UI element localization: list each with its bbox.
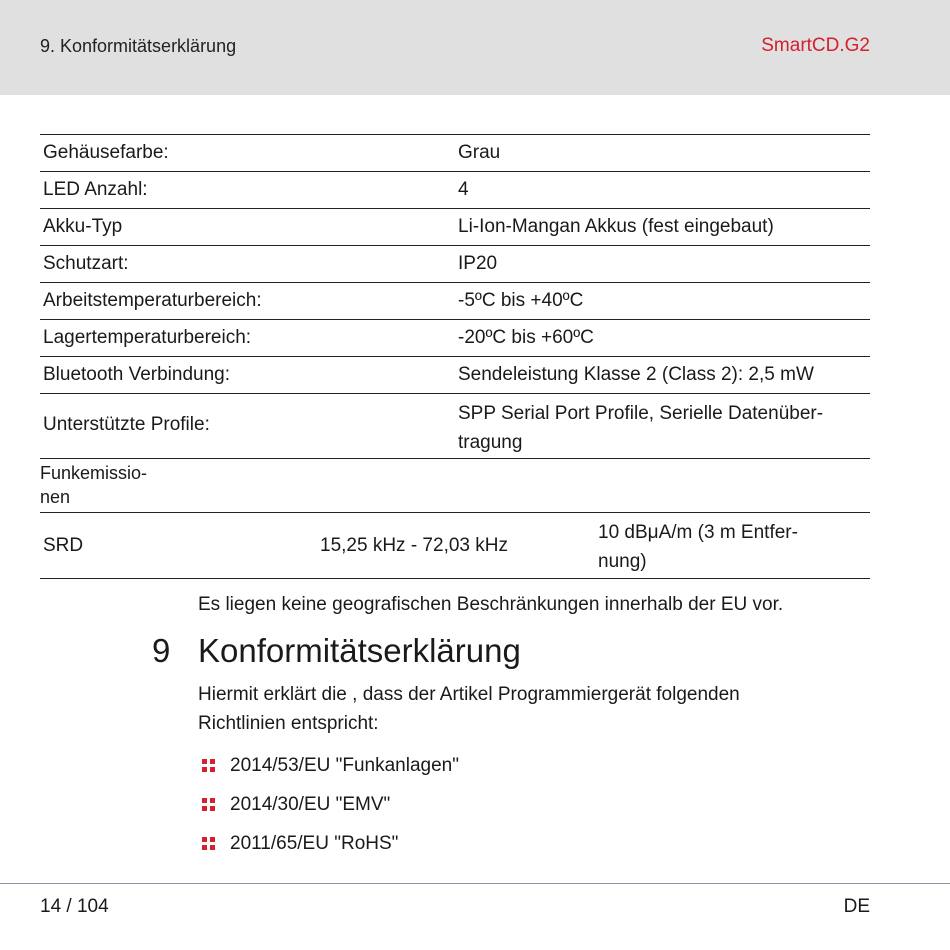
- spec-row: [40, 246, 870, 283]
- product-name: SmartCD.G2: [761, 35, 870, 56]
- spec-value: 4: [458, 179, 469, 200]
- emission-strength-line: nung): [598, 551, 647, 572]
- spec-row: [40, 209, 870, 246]
- section-intro: [198, 680, 838, 738]
- section-title: Konformitätserklärung: [198, 632, 521, 669]
- spec-value: IP20: [458, 253, 498, 274]
- page-number: 14 / 104: [40, 896, 109, 917]
- page-header: [0, 0, 950, 95]
- emissions-row: [40, 513, 870, 579]
- directive-text: 2011/65/EU "RoHS": [230, 832, 399, 854]
- spec-row: [40, 283, 870, 320]
- emissions-heading-line: nen: [40, 487, 71, 507]
- bullet-icon: [202, 759, 215, 772]
- spec-value: Grau: [458, 142, 501, 163]
- geo-note: Es liegen keine geografischen Beschränkungen innerhalb der EU vor.: [198, 594, 784, 615]
- bullet-icon: [202, 798, 215, 811]
- spec-row-profiles: [40, 394, 870, 459]
- spec-key: Akku-Typ: [43, 216, 123, 237]
- spec-value: [458, 399, 868, 457]
- emission-strength-line: 10 dBμA/m (3 m Entfer-: [598, 522, 798, 543]
- spec-key: Lagertemperaturbereich:: [43, 327, 252, 348]
- spec-key: LED Anzahl:: [43, 179, 148, 200]
- spec-row: [40, 172, 870, 209]
- spec-key: Unterstützte Profile:: [43, 414, 210, 435]
- spec-row: [40, 135, 870, 172]
- language-code: DE: [843, 896, 870, 917]
- directive-text: 2014/53/EU "Funkanlagen": [230, 754, 459, 776]
- spec-value-line: SPP Serial Port Profile, Serielle Datenüber-: [458, 403, 824, 424]
- footer-divider: [0, 883, 950, 884]
- directive-text: 2014/30/EU "EMV": [230, 793, 391, 815]
- spec-value-line: tragung: [458, 432, 523, 453]
- spec-value: -20ºC bis +60ºC: [458, 327, 594, 348]
- emissions-heading-row: [40, 459, 870, 513]
- intro-line: Hiermit erklärt die , dass der Artikel Programmiergerät folgenden: [198, 684, 740, 705]
- spec-value: Li-Ion-Mangan Akkus (fest eingebaut): [458, 216, 774, 237]
- chapter-title: 9. Konformitätserklärung: [40, 36, 237, 56]
- emission-frequency: 15,25 kHz - 72,03 kHz: [320, 535, 508, 556]
- emissions-heading: [40, 461, 147, 509]
- bullet-icon: [202, 837, 215, 850]
- spec-table: [40, 134, 870, 579]
- section-heading: [152, 632, 521, 670]
- emissions-heading-line: Funkemissio-: [40, 463, 148, 483]
- spec-key: Bluetooth Verbindung:: [43, 364, 230, 385]
- spec-row: [40, 357, 870, 394]
- spec-value: -5ºC bis +40ºC: [458, 290, 584, 311]
- spec-value: Sendeleistung Klasse 2 (Class 2): 2,5 mW: [458, 364, 814, 385]
- list-item: [202, 785, 459, 824]
- directive-list: [202, 746, 459, 863]
- emission-type: SRD: [43, 535, 84, 556]
- list-item: [202, 746, 459, 785]
- spec-key: Schutzart:: [43, 253, 129, 274]
- spec-key: Gehäusefarbe:: [43, 142, 169, 163]
- spec-row: [40, 320, 870, 357]
- list-item: [202, 824, 459, 863]
- intro-line: Richtlinien entspricht:: [198, 713, 379, 734]
- emission-strength: [598, 518, 858, 576]
- spec-key: Arbeitstemperaturbereich:: [43, 290, 262, 311]
- section-number: 9: [152, 632, 171, 669]
